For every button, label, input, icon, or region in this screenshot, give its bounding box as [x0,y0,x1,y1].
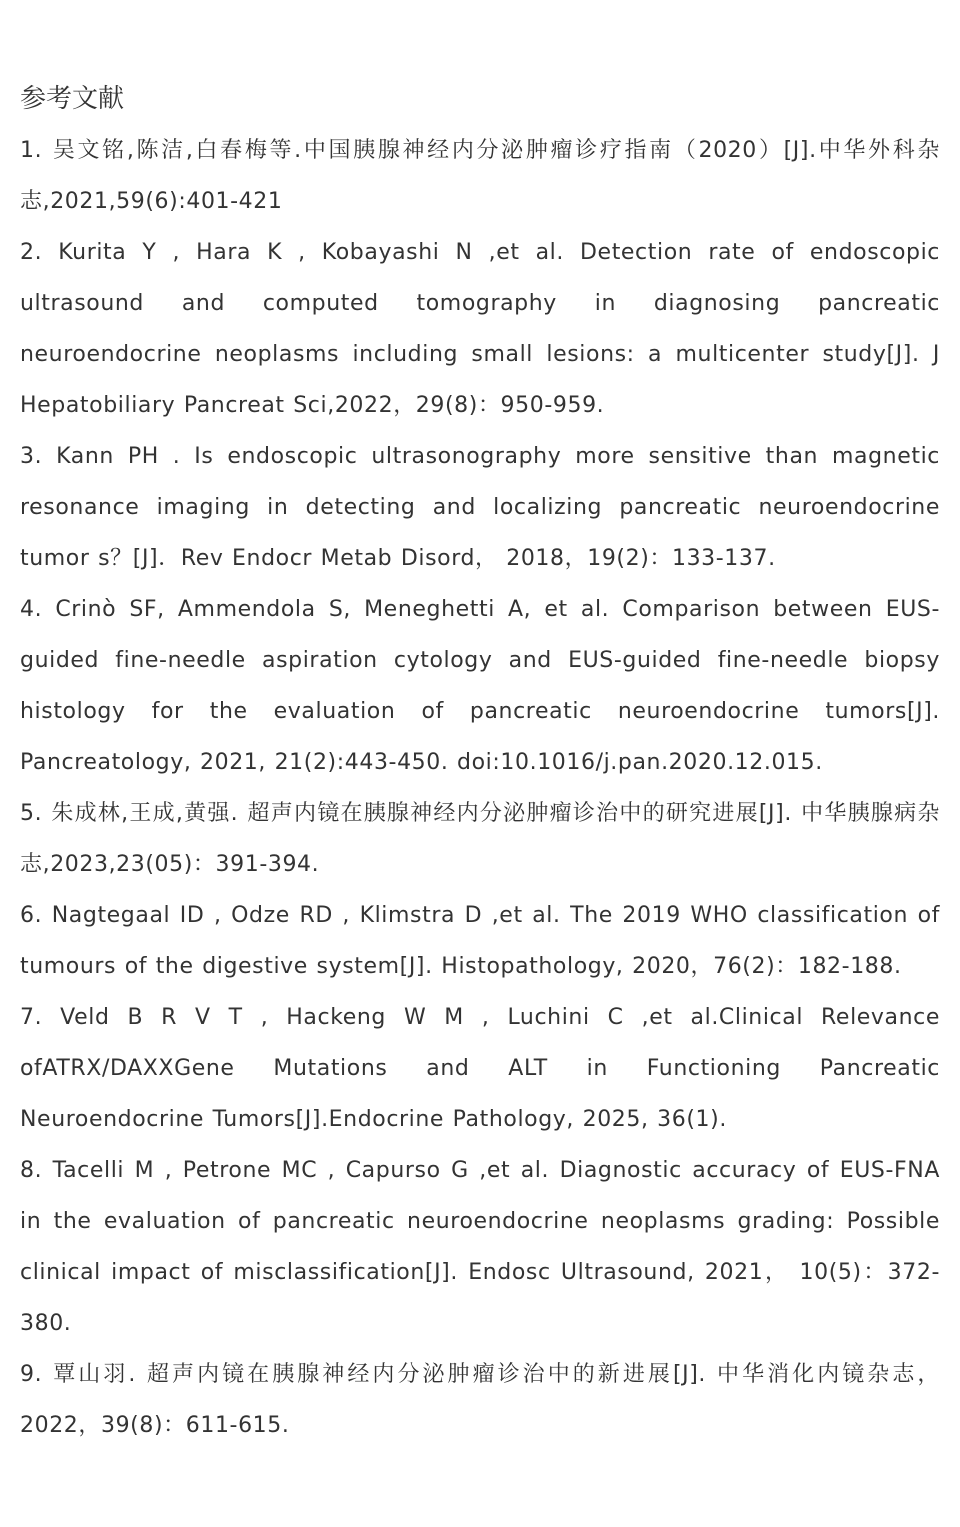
reference-item-6: 6. Nagtegaal ID , Odze RD , Klimstra D ,et al. The 2019 WHO classification of tumours of the digestive system[J]. Histopathology, 2020，76(2)：182-188. [20,903,940,979]
reference-item-7: 7. Veld B R V T , Hackeng W M , Luchini C ,et al.Clinical Relevance ofATRX/DAXXGene Mutations and ALT in Functioning Pancreatic Neuroendocrine Tumors[J].Endocrine Pathology, 2025, 36(1). [20,1005,940,1132]
reference-item-9: 9. 覃山羽. 超声内镜在胰腺神经内分泌肿瘤诊治中的新进展[J]. 中华消化内镜杂志， 2022，39(8)：611-615. [20,1362,940,1438]
references-section [20,74,940,1451]
reference-item-1: 1. 吴文铭,陈洁,白春梅等.中国胰腺神经内分泌肿瘤诊疗指南（2020）[J].中华外科杂志,2021,59(6):401-421 [20,138,940,214]
reference-item-8: 8. Tacelli M , Petrone MC , Capurso G ,et al. Diagnostic accuracy of EUS-FNA in the evaluation of pancreatic neuroendocrine neoplasms grading: Possible clinical impact of misclassification[J]. Endosc Ultrasound, 2021， 10(5)：372-380. [20,1158,940,1336]
references-heading: 参考文献 [20,84,125,114]
reference-item-4: 4. Crinò SF, Ammendola S, Meneghetti A, et al. Comparison between EUS-guided fine-needle aspiration cytology and EUS-guided fine-needle biopsy histology for the evaluation of pancreatic neuroendocrine tumors[J]. Pancreatology, 2021, 21(2):443-450. doi:10.1016/j.pan.2020.12.015. [20,597,940,775]
reference-list [20,125,940,1451]
reference-item-5: 5. 朱成林,王成,黄强. 超声内镜在胰腺神经内分泌肿瘤诊治中的研究进展[J]. 中华胰腺病杂志,2023,23(05)：391-394. [20,801,940,877]
reference-item-2: 2. Kurita Y , Hara K , Kobayashi N ,et al. Detection rate of endoscopic ultrasound and computed tomography in diagnosing pancreatic neuroendocrine neoplasms including small lesions: a multicenter study[J]. J Hepatobiliary Pancreat Sci,2022，29(8)：950-959. [20,240,940,418]
reference-item-3: 3. Kann PH . Is endoscopic ultrasonography more sensitive than magnetic resonance imaging in detecting and localizing pancreatic neuroendocrine tumor s？[J]．Rev Endocr Metab Disord， 2018，19(2)：133-137. [20,444,940,571]
